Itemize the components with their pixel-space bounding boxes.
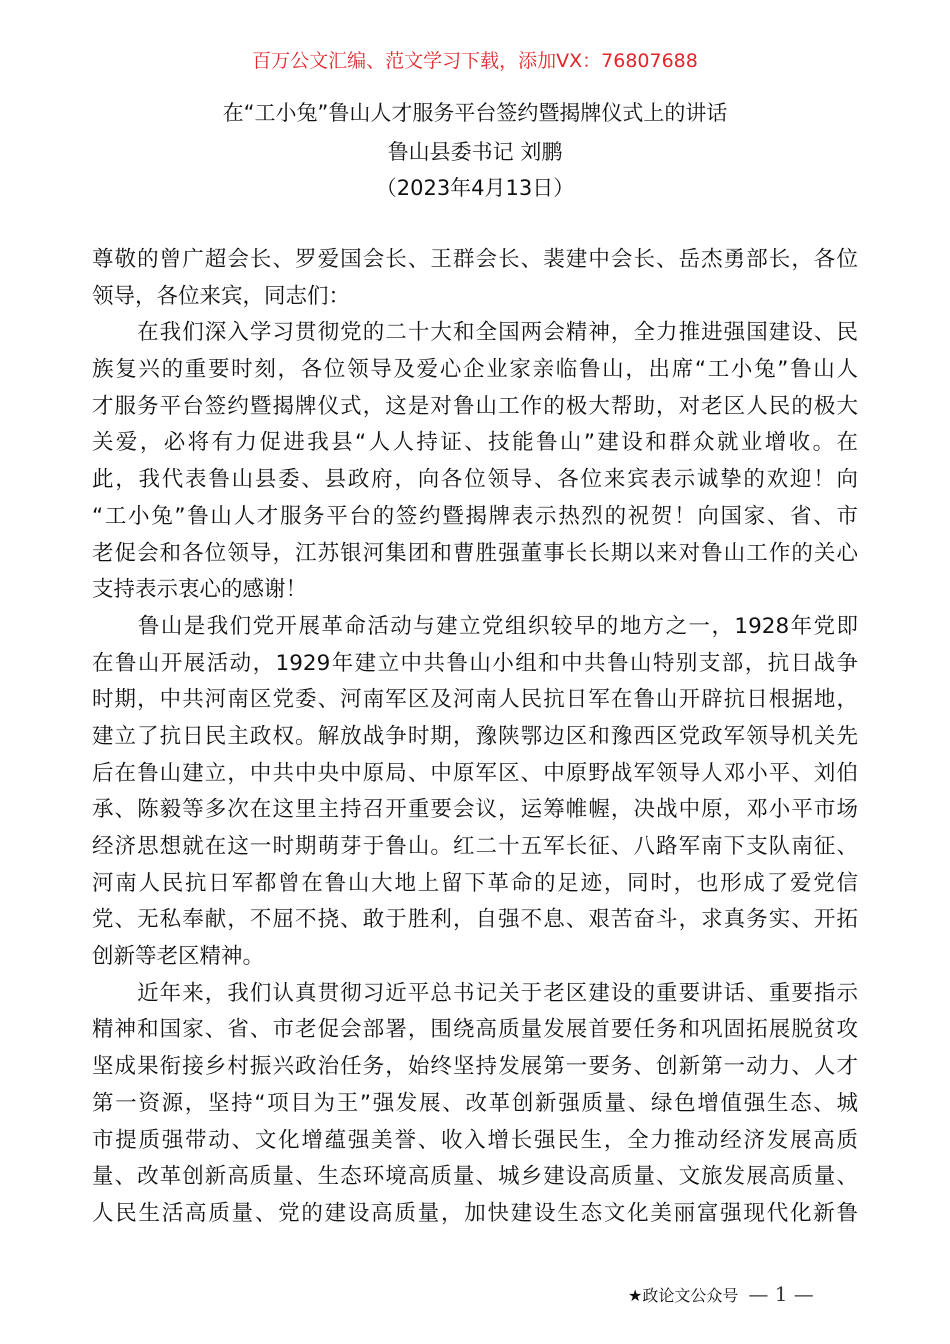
text-line: 精神和国家、省、市老促会部署，围绕高质量发展首要任务和巩固拓展脱贫攻 [92, 1017, 858, 1043]
text-line: 族复兴的重要时刻，各位领导及爱心企业家亲临鲁山，出席“工小兔”鲁山人 [92, 357, 858, 383]
text-line: 领导，各位来宾，同志们： [92, 283, 351, 309]
text-line: 支持表示衷心的感谢！ [92, 577, 308, 603]
text-line: 党、无私奉献，不屈不挠、敢于胜利，自强不息、艰苦奋斗，求真务实、开拓 [92, 907, 858, 933]
text-line: 在鲁山开展活动，1929年建立中共鲁山小组和中共鲁山特别支部，抗日战争 [92, 650, 858, 676]
text-line: 第一资源，坚持“项目为王”强发展、改革创新强质量、绿色增值强生态、城 [92, 1090, 858, 1116]
text-line: 老促会和各位领导，江苏银河集团和曹胜强董事长长期以来对鲁山工作的关心 [92, 540, 858, 566]
paragraph [92, 315, 858, 609]
text-line: 后在鲁山建立，中共中央中原局、中原军区、中原野战军领导人邓小平、刘伯 [92, 760, 858, 786]
text-line: 关爱，必将有力促进我县“人人持证、技能鲁山”建设和群众就业增收。在 [92, 430, 858, 456]
text-line: 此，我代表鲁山县委、县政府，向各位领导、各位来宾表示诚挚的欢迎！向 [92, 467, 858, 493]
text-line: 河南人民抗日军都曾在鲁山大地上留下革命的足迹，同时，也形成了爱党信 [92, 870, 858, 896]
text-line: 尊敬的曾广超会长、罗爱国会长、王群会长、裴建中会长、岳杰勇部长，各位 [92, 247, 858, 272]
page-number: — 1 — [748, 1282, 814, 1306]
text-line: 市提质强带动、文化增蕴强美誉、收入增长强民生，全力推动经济发展高质 [92, 1127, 858, 1153]
paragraph [92, 609, 858, 976]
document-author: 鲁山县委书记 刘鹏 [387, 140, 563, 164]
footer-source: ★政论文公众号 [628, 1285, 739, 1305]
text-line: 才服务平台签约暨揭牌仪式，这是对鲁山工作的极大帮助，对老区人民的极大 [92, 393, 858, 419]
text-line: 坚成果衔接乡村振兴政治任务，始终坚持发展第一要务、创新第一动力、人才 [92, 1054, 858, 1080]
watermark-banner: 百万公文汇编、范文学习下载，添加VX：76807688 [252, 50, 698, 72]
page-footer [628, 1282, 814, 1306]
text-line: 鲁山是我们党开展革命活动与建立党组织较早的地方之一，1928年党即 [92, 613, 858, 639]
text-line: 近年来，我们认真贯彻习近平总书记关于老区建设的重要讲话、重要指示 [92, 980, 858, 1006]
text-line: 在我们深入学习贯彻党的二十大和全国两会精神，全力推进强国建设、民 [92, 320, 858, 346]
text-line: “工小兔”鲁山人才服务平台的签约暨揭牌表示热烈的祝贺！向国家、省、市 [92, 503, 858, 529]
document-date: （2023年4月13日） [375, 176, 575, 200]
text-line: 创新等老区精神。 [92, 944, 265, 970]
text-line: 承、陈毅等多次在这里主持召开重要会议，运筹帷幄，决战中原，邓小平市场 [92, 797, 858, 823]
paragraph [92, 242, 858, 315]
document-title: 在“工小兔”鲁山人才服务平台签约暨揭牌仪式上的讲话 [222, 101, 728, 125]
document-body [92, 242, 858, 1233]
text-line: 人民生活高质量、党的建设高质量，加快建设生态文化美丽富强现代化新鲁 [92, 1200, 858, 1226]
paragraph [92, 976, 858, 1233]
text-line: 经济思想就在这一时期萌芽于鲁山。红二十五军长征、八路军南下支队南征、 [92, 834, 858, 859]
text-line: 量、改革创新高质量、生态环境高质量、城乡建设高质量、文旅发展高质量、 [92, 1164, 858, 1190]
text-line: 建立了抗日民主政权。解放战争时期，豫陕鄂边区和豫西区党政军领导机关先 [92, 723, 858, 749]
text-line: 时期，中共河南区党委、河南军区及河南人民抗日军在鲁山开辟抗日根据地， [92, 687, 858, 713]
